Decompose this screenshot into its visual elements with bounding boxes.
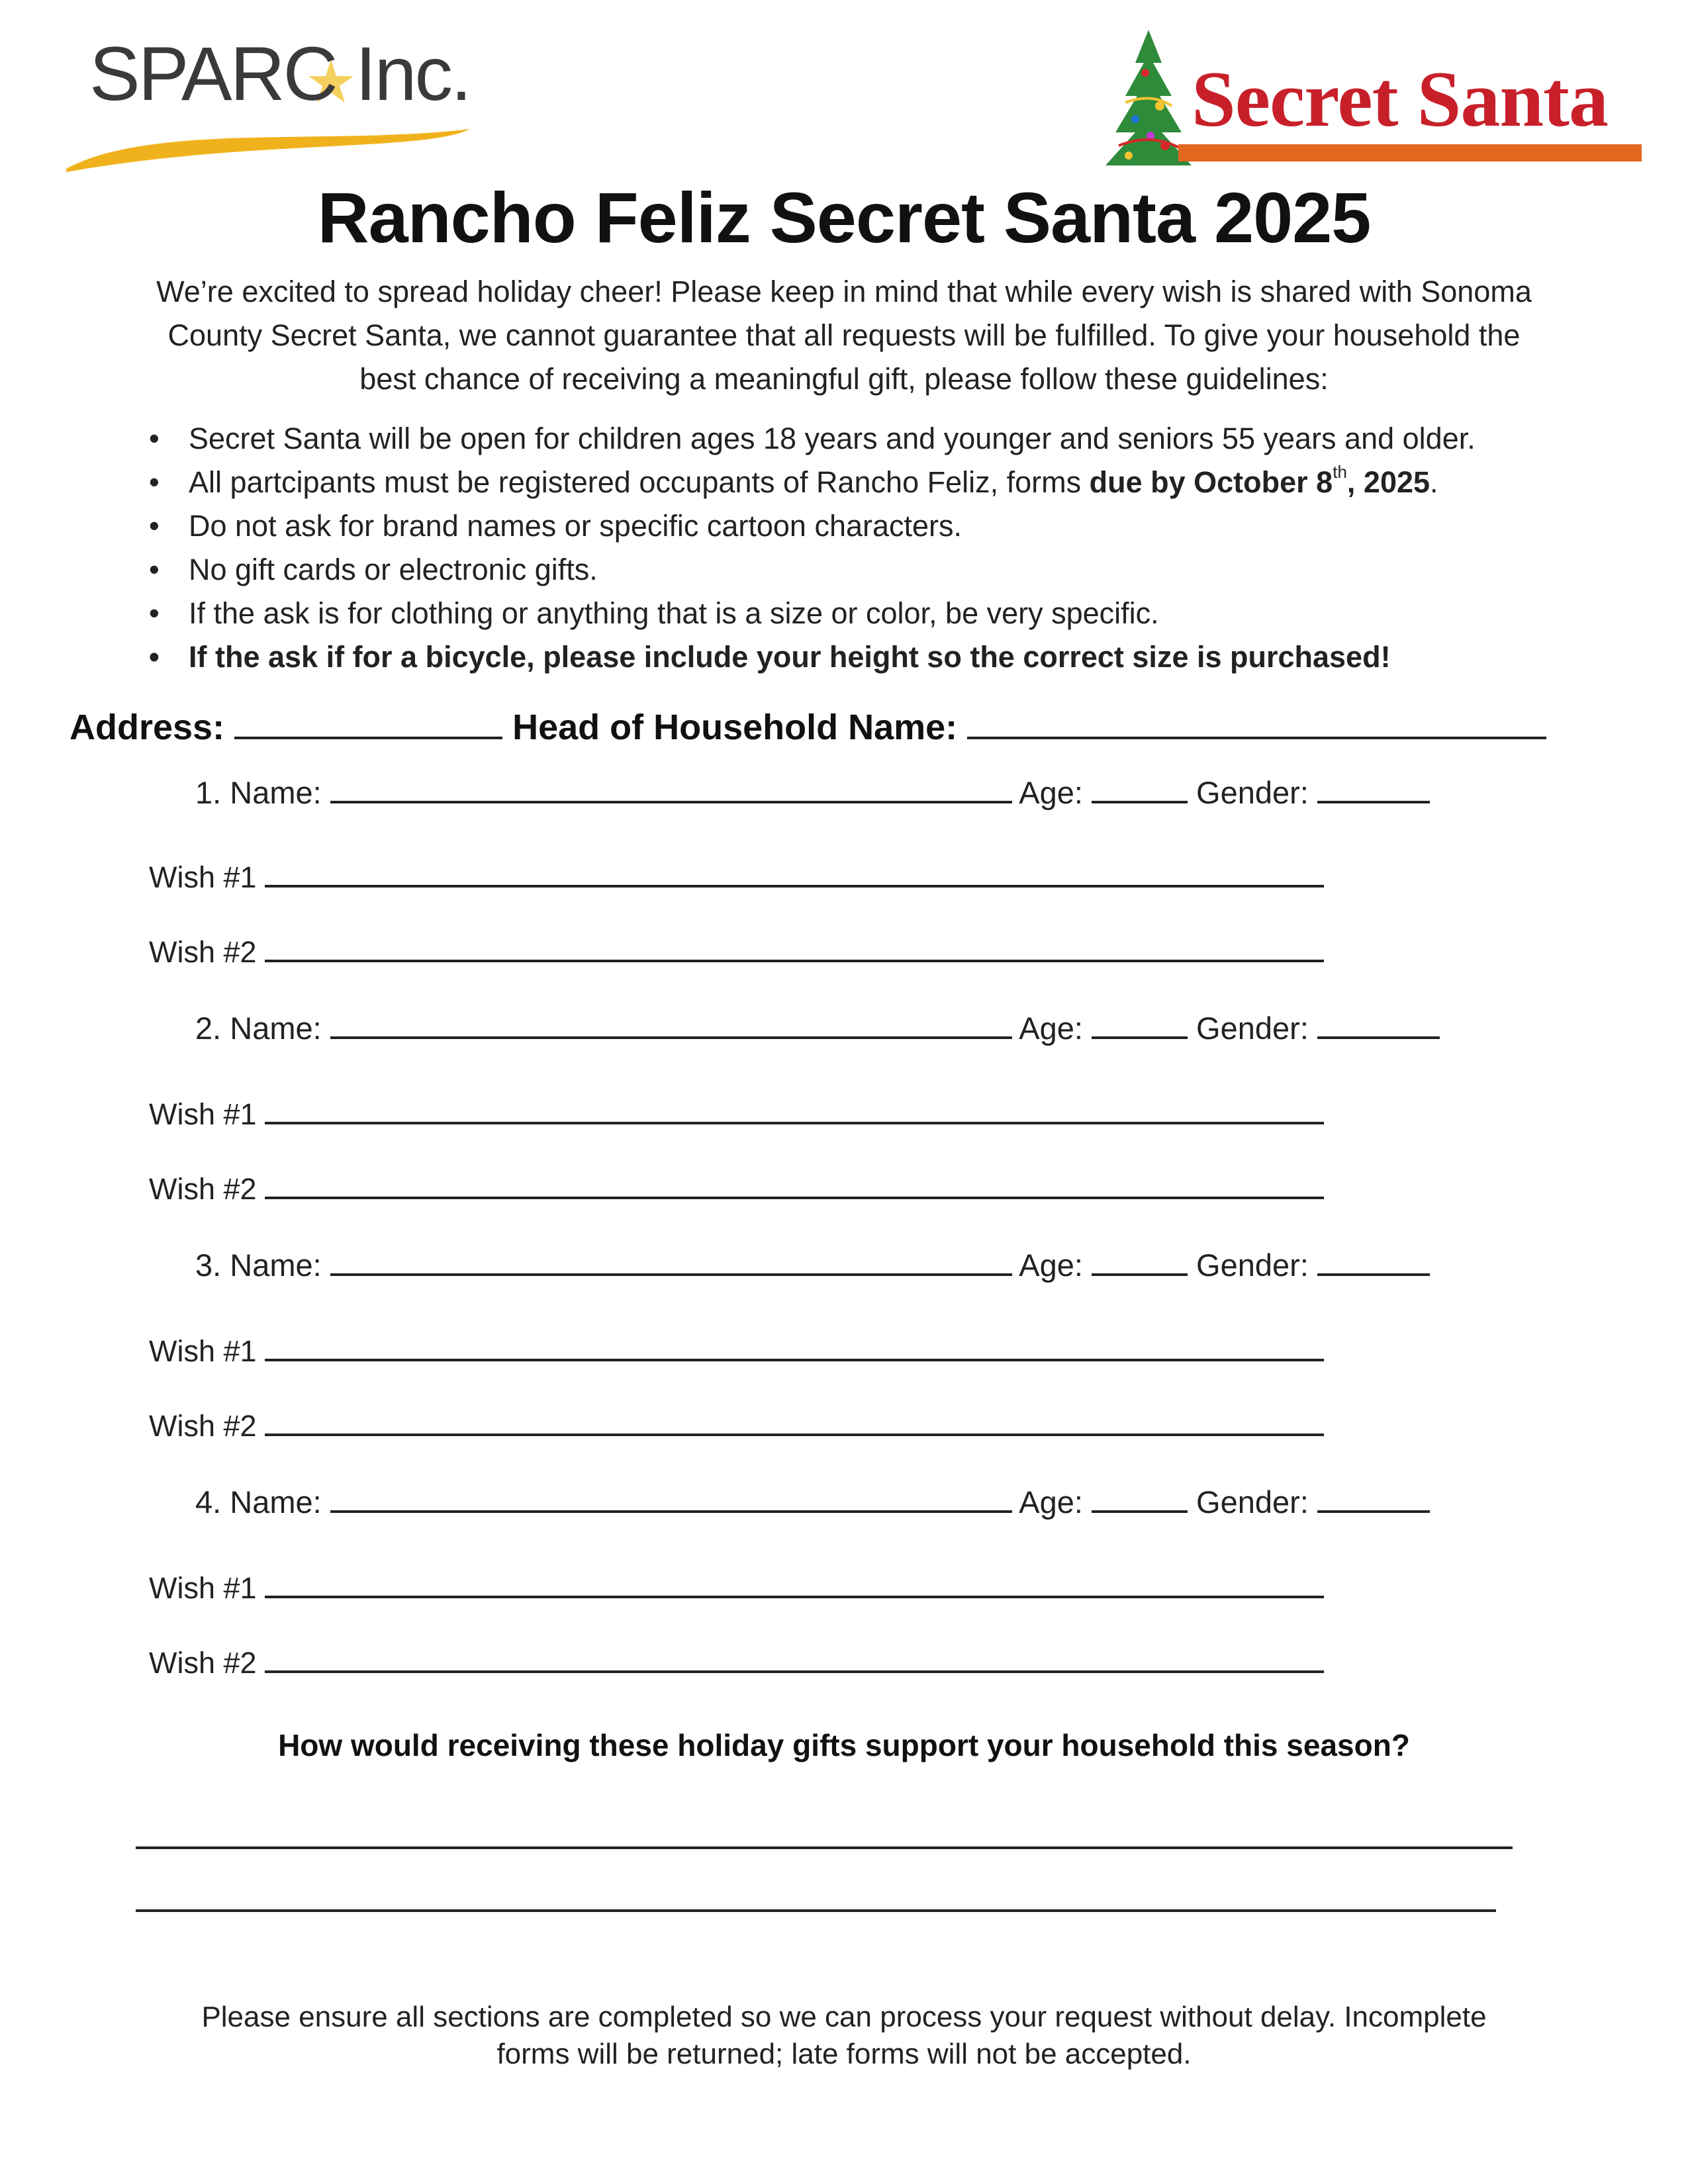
age-label: Age: — [1019, 1248, 1083, 1283]
gender-field[interactable] — [1317, 1273, 1430, 1276]
secret-santa-logo — [1099, 26, 1642, 172]
wish-2-label: Wish #2 — [149, 935, 257, 969]
name-field[interactable] — [330, 800, 1012, 803]
support-question: How would receiving these holiday gifts support your household this season? — [278, 1728, 1410, 1762]
head-of-household-label: Head of Household Name: — [512, 707, 958, 747]
name-label: Name: — [230, 1248, 322, 1283]
answer-line-1[interactable] — [136, 1846, 1513, 1849]
due-date-superscript: th — [1333, 462, 1347, 482]
wish-1-label: Wish #1 — [149, 1571, 257, 1605]
age-field[interactable] — [1092, 1273, 1188, 1276]
sparc-logo — [53, 30, 490, 182]
gender-field[interactable] — [1317, 1510, 1430, 1513]
guideline-text: If the ask is for clothing or anything that is a size or color, be very specific. — [189, 596, 1159, 630]
page-title: Rancho Feliz Secret Santa 2025 — [317, 177, 1371, 257]
wish-2-label: Wish #2 — [149, 1409, 257, 1443]
wish-row — [149, 1097, 1324, 1132]
name-label: Name: — [230, 775, 322, 810]
wish-row — [149, 1646, 1324, 1680]
guideline-item — [149, 417, 1539, 461]
wish-row — [149, 860, 1324, 895]
wish-2-label: Wish #2 — [149, 1646, 257, 1680]
head-of-household-field[interactable] — [967, 736, 1546, 739]
wish-1-field[interactable] — [265, 1121, 1324, 1124]
guideline-item — [149, 635, 1539, 679]
gender-label: Gender: — [1196, 1484, 1309, 1520]
guideline-text: All partcipants must be registered occupants of Rancho Feliz, forms — [189, 465, 1090, 499]
person-number: 4. — [195, 1484, 222, 1520]
guideline-item — [149, 461, 1539, 504]
name-field[interactable] — [330, 1510, 1012, 1513]
guideline-text: Secret Santa will be open for children ages 18 years and younger and seniors 55 years and older. — [189, 422, 1476, 455]
sparc-logo-text: SPARC Inc. — [89, 32, 470, 116]
due-date-text: due by October 8 — [1089, 465, 1333, 499]
gender-field[interactable] — [1317, 800, 1430, 803]
wish-2-field[interactable] — [265, 959, 1324, 962]
wish-row — [149, 1172, 1324, 1206]
gender-label: Gender: — [1196, 1011, 1309, 1046]
address-label: Address: — [70, 707, 225, 747]
person-number: 2. — [195, 1011, 222, 1046]
guideline-item — [149, 504, 1539, 548]
due-date-year: , 2025 — [1346, 465, 1430, 499]
wish-1-field[interactable] — [265, 1595, 1324, 1598]
wish-row — [149, 1571, 1324, 1606]
answer-line-2[interactable] — [136, 1909, 1496, 1912]
age-label: Age: — [1019, 775, 1083, 810]
wish-1-field[interactable] — [265, 1358, 1324, 1361]
age-field[interactable] — [1092, 1510, 1188, 1513]
wish-2-field[interactable] — [265, 1670, 1324, 1673]
wish-row — [149, 1409, 1324, 1443]
guideline-text: Do not ask for brand names or specific cartoon characters. — [189, 509, 962, 543]
footer-note: Please ensure all sections are completed so we can process your request without delay. Incomplete forms will be returned; late forms will not be accepted. — [201, 2001, 1487, 2070]
guidelines-list — [149, 417, 1539, 679]
wish-1-label: Wish #1 — [149, 860, 257, 894]
person-row — [195, 1010, 1440, 1046]
wish-2-field[interactable] — [265, 1433, 1324, 1436]
guideline-item — [149, 548, 1539, 592]
age-field[interactable] — [1092, 1036, 1188, 1039]
guideline-item — [149, 592, 1539, 635]
guideline-text: If the ask if for a bicycle, please include your height so the correct size is purchased! — [189, 640, 1391, 674]
address-row — [70, 707, 1546, 748]
intro-paragraph: We’re excited to spread holiday cheer! Please keep in mind that while every wish is shared with Sonoma County Secret Santa, we cannot guarantee that all requests will be fulfilled. To give your household the best chance of receiving a meaningful gift, please follow these guidelines: — [156, 275, 1532, 396]
name-label: Name: — [230, 1011, 322, 1046]
wish-1-label: Wish #1 — [149, 1097, 257, 1131]
name-label: Name: — [230, 1484, 322, 1520]
secret-santa-logo-bar — [1178, 144, 1642, 161]
person-number: 1. — [195, 775, 222, 810]
age-field[interactable] — [1092, 800, 1188, 803]
wish-row — [149, 1334, 1324, 1369]
wish-2-field[interactable] — [265, 1196, 1324, 1199]
address-field[interactable] — [234, 736, 502, 739]
guideline-period: . — [1430, 465, 1438, 499]
gender-field[interactable] — [1317, 1036, 1440, 1039]
gender-label: Gender: — [1196, 1248, 1309, 1283]
person-number: 3. — [195, 1248, 222, 1283]
secret-santa-logo-text: Secret Santa — [1192, 55, 1609, 143]
person-row — [195, 1484, 1430, 1520]
wish-1-field[interactable] — [265, 884, 1324, 887]
age-label: Age: — [1019, 1484, 1083, 1520]
guideline-text: No gift cards or electronic gifts. — [189, 553, 598, 586]
age-label: Age: — [1019, 1011, 1083, 1046]
person-row — [195, 774, 1430, 811]
person-row — [195, 1247, 1430, 1283]
name-field[interactable] — [330, 1273, 1012, 1276]
name-field[interactable] — [330, 1036, 1012, 1039]
wish-row — [149, 935, 1324, 970]
wish-1-label: Wish #1 — [149, 1334, 257, 1368]
wish-2-label: Wish #2 — [149, 1172, 257, 1206]
gender-label: Gender: — [1196, 775, 1309, 810]
